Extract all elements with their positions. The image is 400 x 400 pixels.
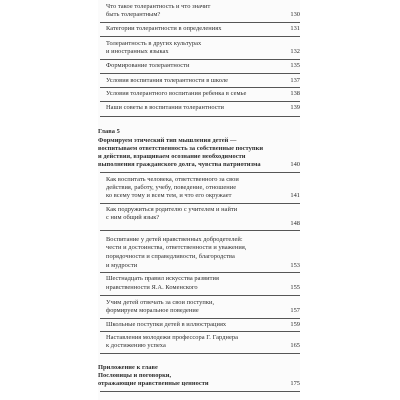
toc-page-number: 140: [290, 161, 300, 168]
toc-rule: [100, 87, 300, 88]
toc-rule: [100, 101, 300, 102]
toc-page-number: 155: [290, 284, 300, 291]
toc-rule: [100, 116, 300, 117]
toc-page-number: 141: [290, 192, 300, 199]
toc-entry-line: ко всему тому и всем тем, и что его окружает: [106, 192, 232, 199]
toc-rule: [100, 318, 300, 319]
chapter-title-line: Формируем этический тип мышления детей —: [98, 137, 237, 144]
toc-rule: [100, 331, 300, 332]
toc-entry-line: чести и достоинства, ответственности и уважения,: [106, 244, 247, 251]
toc-entry-line: действия, работу, учебу, поведение, отношение: [106, 184, 237, 191]
toc-page-number: 165: [290, 342, 300, 349]
toc-entry-line: Учим детей отвечать за свои поступки,: [106, 299, 215, 306]
toc-entry-line: Формирование толерантности: [106, 62, 190, 69]
toc-entry-line: Воспитание у детей нравственных добродетелей:: [106, 236, 243, 243]
toc-entry-line: Толерантность в других культурах: [106, 40, 202, 47]
toc-rule: [100, 59, 300, 60]
toc-page-number: 137: [290, 77, 300, 84]
toc-page-number: 138: [290, 90, 300, 97]
toc-entry-line: и мудрости: [106, 262, 138, 269]
toc-rule: [100, 172, 300, 173]
chapter-title-line: воспитываем ответственность за собственные поступки: [98, 145, 264, 152]
toc-entry-line: с ним общий язык?: [106, 214, 160, 221]
toc-page-number: 175: [290, 380, 300, 387]
toc-entry-line: Наставления молодежи профессора Г. Гарднера: [106, 334, 238, 341]
toc-page-number: 131: [290, 25, 300, 32]
chapter-title-line: и действия, взращиваем осознание необходимости: [98, 153, 246, 160]
toc-page-number: 157: [290, 307, 300, 314]
toc-page-number: 135: [290, 62, 300, 69]
appendix-title-line: отражающие нравственные ценности: [98, 380, 209, 387]
toc-rule: [100, 22, 300, 23]
toc-entry-line: к достижению успеха: [106, 342, 166, 349]
toc-page-number: 130: [290, 11, 300, 18]
toc-entry-line: и иностранных языках: [106, 48, 169, 55]
toc-entry-line: Что такое толерантность и что значит: [106, 3, 211, 10]
appendix-title-line: Пословицы и поговорки,: [98, 372, 172, 379]
chapter-title-line: выполнения гражданского долга, чувства патриотизма: [98, 161, 261, 168]
toc-entry-line: Как воспитать человека, ответственного за свои: [106, 176, 239, 183]
toc-rule: [100, 36, 300, 37]
toc-rule: [100, 353, 300, 354]
toc-entry-line: Шестнадцать правил искусства развития: [106, 275, 219, 282]
toc-page-number: 139: [290, 104, 300, 111]
toc-page-number: 159: [290, 321, 300, 328]
appendix-heading: Приложение к главе: [98, 364, 158, 371]
toc-page-number: 153: [290, 262, 300, 269]
toc-rule: [100, 272, 300, 273]
toc-rule: [100, 295, 300, 296]
toc-entry-line: порядочности и справедливости, благородства: [106, 253, 235, 260]
toc-entry-line: Условия воспитания толерантности в школе: [106, 77, 229, 84]
toc-entry-line: формируем моральное поведение: [106, 307, 199, 314]
toc-entry-line: Школьные поступки детей в иллюстрациях: [106, 321, 227, 328]
toc-rule: [100, 230, 300, 231]
toc-rule: [100, 391, 300, 392]
toc-entry-line: Наши советы в воспитании толерантности: [106, 104, 224, 111]
toc-entry-line: Условия толерантного воспитания ребенка в семье: [106, 90, 247, 97]
chapter-heading: Глава 5: [98, 128, 120, 135]
toc-rule: [100, 203, 300, 204]
toc-entry-line: Категории толерантности в определениях: [106, 25, 222, 32]
toc-page-number: 148: [290, 220, 300, 227]
toc-entry-line: быть толерантным?: [106, 11, 161, 18]
toc-entry-line: нравственности Я.А. Коменского: [106, 284, 198, 291]
toc-entry-line: Как подружиться родителю с учителем и найти: [106, 206, 238, 213]
toc-page-number: 132: [290, 48, 300, 55]
toc-rule: [100, 73, 300, 74]
